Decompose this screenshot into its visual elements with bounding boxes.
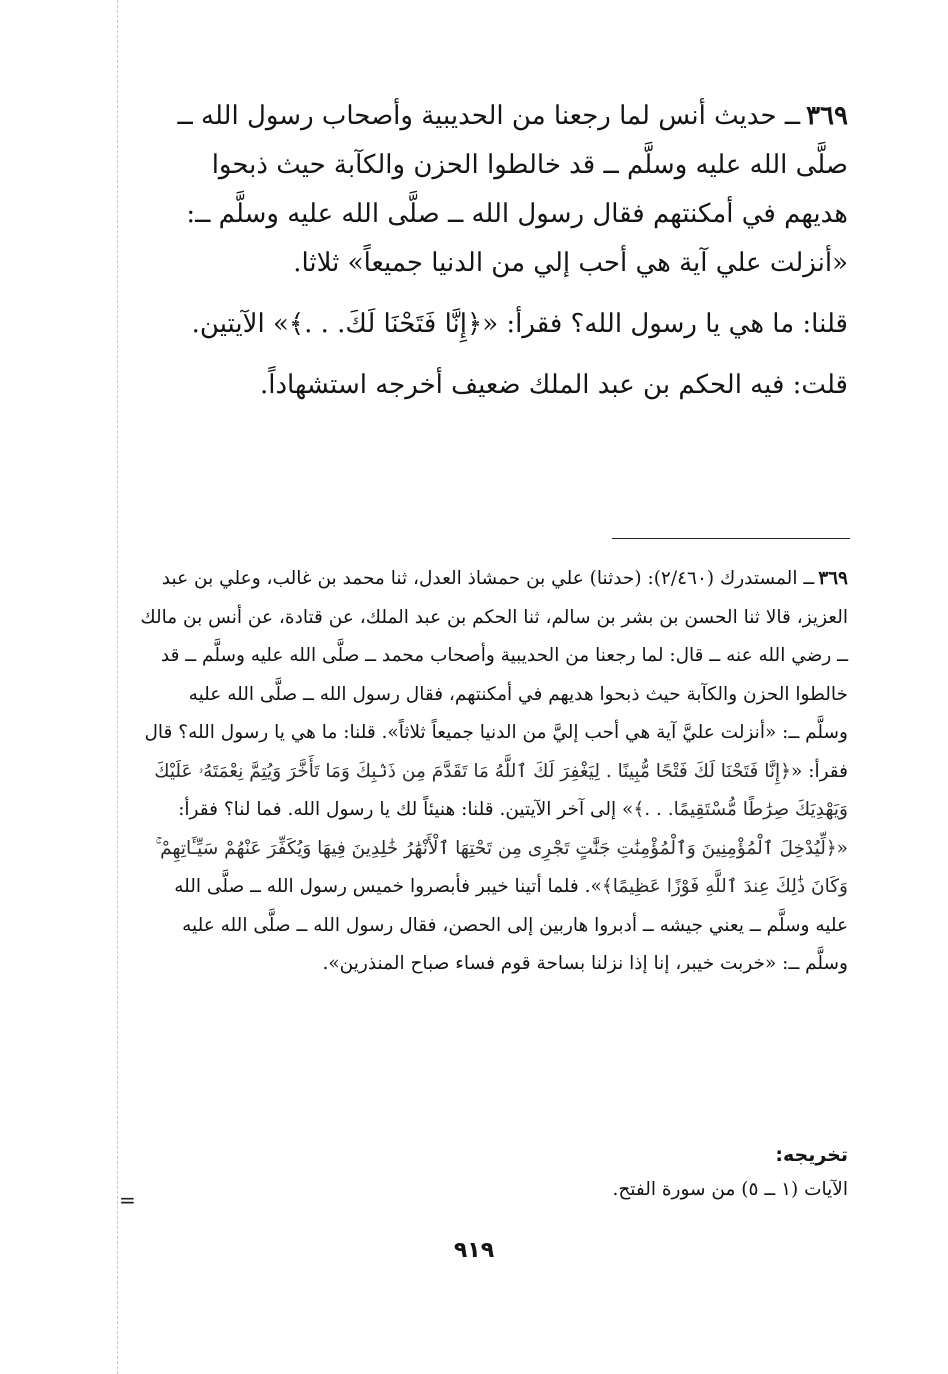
gutter-mark: = (119, 1188, 136, 1212)
scan-gutter-line (117, 0, 118, 1374)
quran-verse-2: ﴿لِّيُدْخِلَ ٱلْمُؤْمِنِينَ وَٱلْمُؤْمِنَٰتِ جَنَّٰتٍ تَجْرِى مِن تَحْتِهَا ٱلْأَنْهَٰرُ خَٰلِدِينَ فِيهَا وَيُكَفِّرَ عَنْهُمْ سَيِّـَٔاتِهِمْ ۚ وَكَانَ ذَٰلِكَ عِندَ ٱللَّهِ فَوْزًا عَظِيمًا﴾ (155, 837, 848, 897)
hadith-block (140, 92, 848, 410)
footnote-block (140, 560, 848, 984)
footnote-separator (612, 538, 850, 539)
takhrij-section (140, 1140, 848, 1210)
footnote-number: ٣٦٩ (818, 568, 848, 589)
footnote-text-part3: ». فلما أتينا خيبر فأبصروا خميس رسول الله ــ صلَّى الله عليه وسلَّم ــ يعني جيشه ــ أدبروا هاربين إلى الحصن، فقال رسول الله ــ صلَّى الله عليه وسلَّم ــ: «خربت خيبر، إنا إذا نزلنا بساحة قوم فساء صباح المنذرين». (174, 876, 848, 974)
hadith-paragraph (140, 92, 848, 288)
hadith-question: قلنا: ما هي يا رسول الله؟ فقرأ: «﴿إِنَّا فَتَحْنَا لَكَ. . .﴾» الآيتين. (191, 309, 848, 339)
quran-verse-1: ﴿إِنَّا فَتَحْنَا لَكَ فَتْحًا مُّبِينًا . لِيَغْفِرَ لَكَ ٱللَّهُ مَا تَقَدَّمَ مِن ذَنۢبِكَ وَمَا تَأَخَّرَ وَيُتِمَّ نِعْمَتَهُۥ عَلَيْكَ وَيَهْدِيَكَ صِرَٰطًا مُّسْتَقِيمًا. . .﴾ (154, 760, 848, 820)
footnote-text-part1: ــ المستدرك (٢/٤٦٠): (حدثنا) علي بن حمشاذ العدل، ثنا محمد بن غالب، وعلي بن عبد العزيز، قالا ثنا الحسن بن بشر بن سالم، ثنا الحكم بن عبد الملك، عن قتادة، عن أنس بن مالك ــ رضي الله عنه ــ قال: لما رجعنا من الحديبية وأصحاب محمد ــ صلَّى الله عليه وسلَّم ــ قد خالطوا الحزن والكآبة حيث ذبحوا هديهم في أمكنتهم، فقال رسول الله ــ صلَّى الله عليه وسلَّم ــ: «أنزلت عليَّ آية هي أحب إليَّ من الدنيا جميعاً ثلاثاً». قلنا: ما هي يا رسول الله؟ قال فقرأ: « (140, 568, 848, 782)
footnote-text-part2: » إلى آخر الآيتين. قلنا: هنيئاً لك يا رسول الله. فما لنا؟ فقرأ: « (178, 799, 848, 859)
page-number: ٩١٩ (453, 1238, 495, 1263)
takhrij-text: الآيات (١ ــ ٥) من سورة الفتح. (612, 1179, 848, 1200)
hadith-comment: قلت: فيه الحكم بن عبد الملك ضعيف أخرجه استشهاداً. (259, 370, 848, 400)
hadith-number: ٣٦٩ (806, 101, 848, 131)
takhrij-heading: تخريجه: (775, 1144, 848, 1166)
footnote-paragraph (140, 560, 848, 984)
hadith-text: ــ حديث أنس لما رجعنا من الحديبية وأصحاب رسول الله ــ صلَّى الله عليه وسلَّم ــ قد خالطوا الحزن والكآبة حيث ذبحوا هديهم في أمكنتهم فقال رسول الله ــ صلَّى الله عليه وسلَّم ــ: «أنزلت علي آية هي أحب إلي من الدنيا جميعاً» ثلاثا. (177, 101, 848, 278)
